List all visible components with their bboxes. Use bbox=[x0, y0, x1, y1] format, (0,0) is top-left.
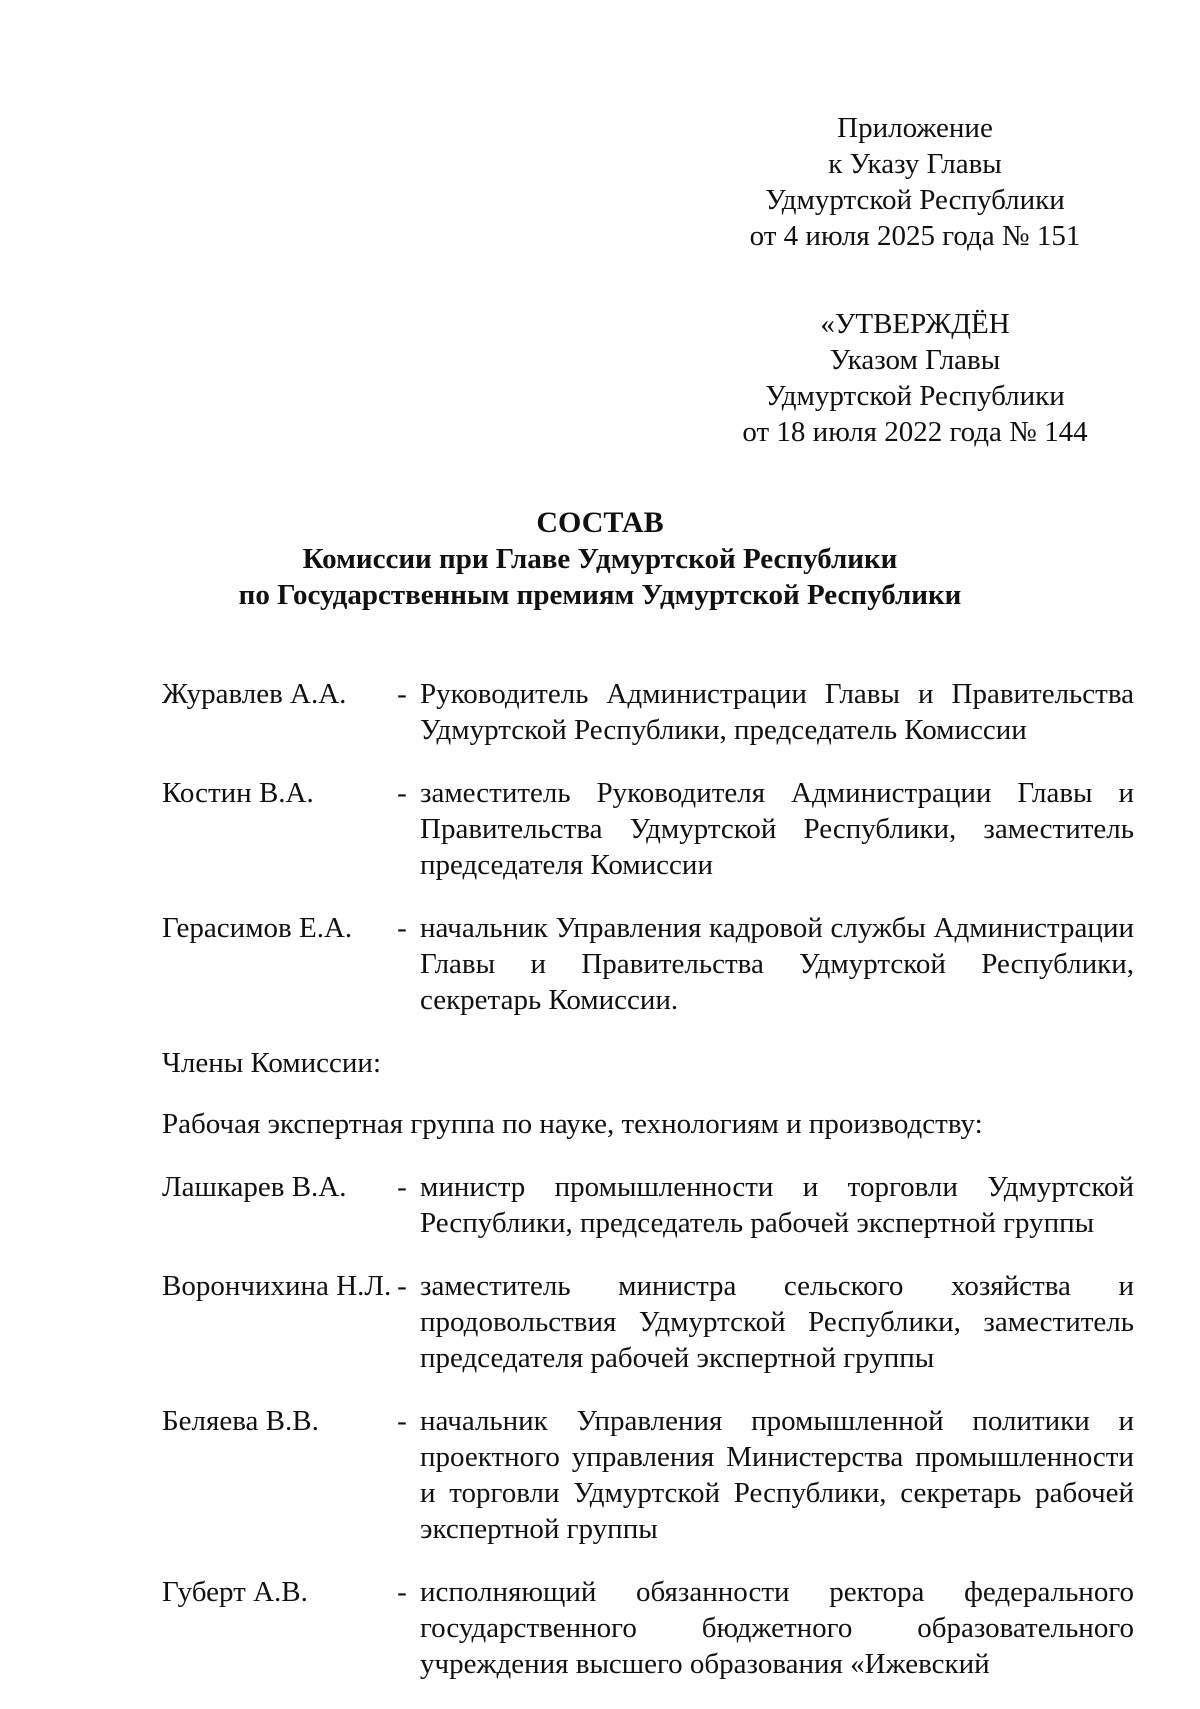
appendix-header bbox=[735, 110, 1095, 254]
member-name: Костин В.А. bbox=[162, 777, 314, 809]
approval-line: от 18 июля 2022 года № 144 bbox=[742, 416, 1088, 448]
entry-dash: - bbox=[397, 1405, 407, 1437]
approval-line: «УТВЕРЖДЁН bbox=[820, 308, 1010, 340]
entry-dash: - bbox=[397, 1576, 407, 1608]
appendix-line: к Указу Главы bbox=[828, 148, 1002, 180]
approval-line: Указом Главы bbox=[829, 344, 1001, 376]
member-role: исполняющий обязанности ректора федерального государственного бюджетного образовательного учреждения высшего образования «Ижевский bbox=[420, 1576, 1134, 1680]
entry-dash: - bbox=[397, 1270, 407, 1302]
roster-entry bbox=[162, 775, 1134, 883]
approval-line: Удмуртской Республики bbox=[765, 380, 1065, 412]
entry-dash: - bbox=[397, 777, 407, 809]
member-name: Ворончихина Н.Л. bbox=[162, 1270, 392, 1302]
appendix-line: от 4 июля 2025 года № 151 bbox=[749, 220, 1081, 252]
entry-dash: - bbox=[397, 912, 407, 944]
commission-roster bbox=[162, 676, 1134, 1709]
member-role: заместитель министра сельского хозяйства и продовольствия Удмуртской Республики, заместитель председателя рабочей экспертной группы bbox=[420, 1270, 1134, 1374]
roster-entry bbox=[162, 676, 1134, 748]
title-line: Комиссии при Главе Удмуртской Республики bbox=[302, 543, 898, 575]
members-label: Члены Комиссии: bbox=[162, 1047, 382, 1079]
working-group-label: Рабочая экспертная группа по науке, технологиям и производству: bbox=[162, 1108, 983, 1140]
roster-entry bbox=[162, 1268, 1134, 1376]
document-title bbox=[0, 505, 1200, 613]
title-line: по Государственным премиям Удмуртской Республики bbox=[238, 579, 962, 611]
member-name: Губерт А.В. bbox=[162, 1576, 308, 1608]
appendix-line: Приложение bbox=[837, 112, 993, 144]
member-name: Журавлев А.А. bbox=[162, 678, 347, 710]
entry-dash: - bbox=[397, 1171, 407, 1203]
member-role: министр промышленности и торговли Удмуртской Республики, председатель рабочей экспертной группы bbox=[420, 1171, 1134, 1239]
entry-dash: - bbox=[397, 678, 407, 710]
title-main: СОСТАВ bbox=[536, 506, 664, 539]
roster-entry bbox=[162, 1574, 1134, 1682]
member-role: заместитель Руководителя Администрации Главы и Правительства Удмуртской Республики, заместитель председателя Комиссии bbox=[420, 777, 1134, 881]
roster-entry bbox=[162, 1169, 1134, 1241]
approval-stamp-text bbox=[735, 306, 1095, 450]
roster-entry bbox=[162, 1403, 1134, 1547]
appendix-line: Удмуртской Республики bbox=[765, 184, 1065, 216]
roster-entry bbox=[162, 910, 1134, 1018]
member-name: Беляева В.В. bbox=[162, 1405, 319, 1437]
member-name: Лашкарев В.А. bbox=[162, 1171, 347, 1203]
member-role: начальник Управления промышленной политики и проектного управления Министерства промышленности и торговли Удмуртской Республики, секретарь рабочей экспертной группы bbox=[420, 1405, 1134, 1545]
member-role: Руководитель Администрации Главы и Правительства Удмуртской Республики, председатель Комиссии bbox=[420, 678, 1134, 746]
member-name: Герасимов Е.А. bbox=[162, 912, 353, 944]
member-role: начальник Управления кадровой службы Администрации Главы и Правительства Удмуртской Республики, секретарь Комиссии. bbox=[420, 912, 1134, 1016]
